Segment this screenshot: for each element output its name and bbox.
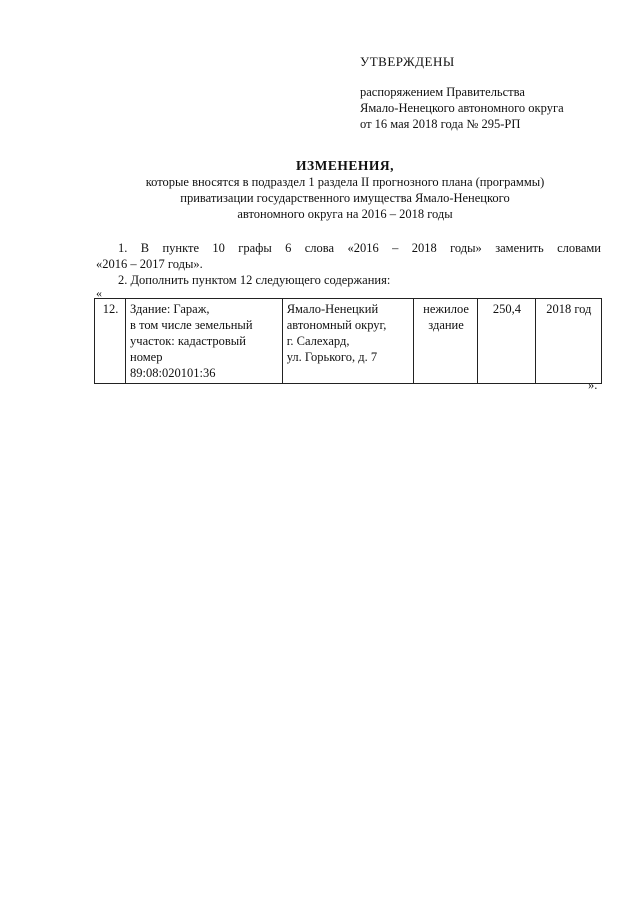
- cell-number: 12.: [95, 299, 126, 384]
- cell-type: [413, 299, 478, 384]
- cell-address-line: г. Салехард,: [286, 334, 350, 348]
- cell-type-line: здание: [428, 318, 464, 332]
- approval-stamp: [360, 54, 620, 132]
- opening-quote: «: [96, 286, 102, 300]
- approval-line: от 16 мая 2018 года № 295-РП: [360, 117, 521, 131]
- cell-name-line: Здание: Гараж,: [130, 302, 210, 316]
- paragraph-2: 2. Дополнить пунктом 12 следующего содержания:: [118, 273, 391, 287]
- paragraph-1-line-1: 1. В пункте 10 графы 6 слова «2016 – 2018 годы» заменить словами: [118, 241, 601, 255]
- document-title-block: [90, 158, 600, 222]
- cell-address-line: Ямало-Ненецкий: [286, 302, 379, 316]
- property-table: [94, 298, 602, 384]
- cell-address: [282, 299, 413, 384]
- document-subtitle-line: приватизации государственного имущества Ямало-Ненецкого: [180, 191, 510, 205]
- cell-name: [126, 299, 283, 384]
- cell-type-line: нежилое: [423, 302, 469, 316]
- closing-quote: ».: [588, 378, 598, 392]
- cell-name-line: участок: кадастровый: [130, 334, 246, 348]
- paragraph-1-line-2: «2016 – 2017 годы».: [96, 257, 203, 271]
- document-subtitle-line: которые вносятся в подраздел 1 раздела II прогнозного плана (программы): [145, 175, 545, 189]
- approval-line: распоряжением Правительства: [360, 85, 525, 99]
- cell-year: 2018 год: [535, 299, 601, 384]
- approval-line: Ямало-Ненецкого автономного округа: [360, 101, 564, 115]
- paragraph-1: [96, 240, 601, 272]
- approval-heading: УТВЕРЖДЕНЫ: [360, 54, 455, 69]
- cell-name-line: 89:08:020101:36: [130, 366, 216, 380]
- document-subtitle-line: автономного округа на 2016 – 2018 годы: [237, 207, 453, 221]
- cell-address-line: автономный округ,: [286, 318, 387, 332]
- table-row: [95, 299, 602, 384]
- cell-address-line: ул. Горького, д. 7: [286, 350, 378, 364]
- cell-area: 250,4: [478, 299, 535, 384]
- document-title: ИЗМЕНЕНИЯ,: [295, 158, 394, 173]
- cell-name-line: номер: [130, 350, 163, 364]
- cell-name-line: в том числе земельный: [130, 318, 253, 332]
